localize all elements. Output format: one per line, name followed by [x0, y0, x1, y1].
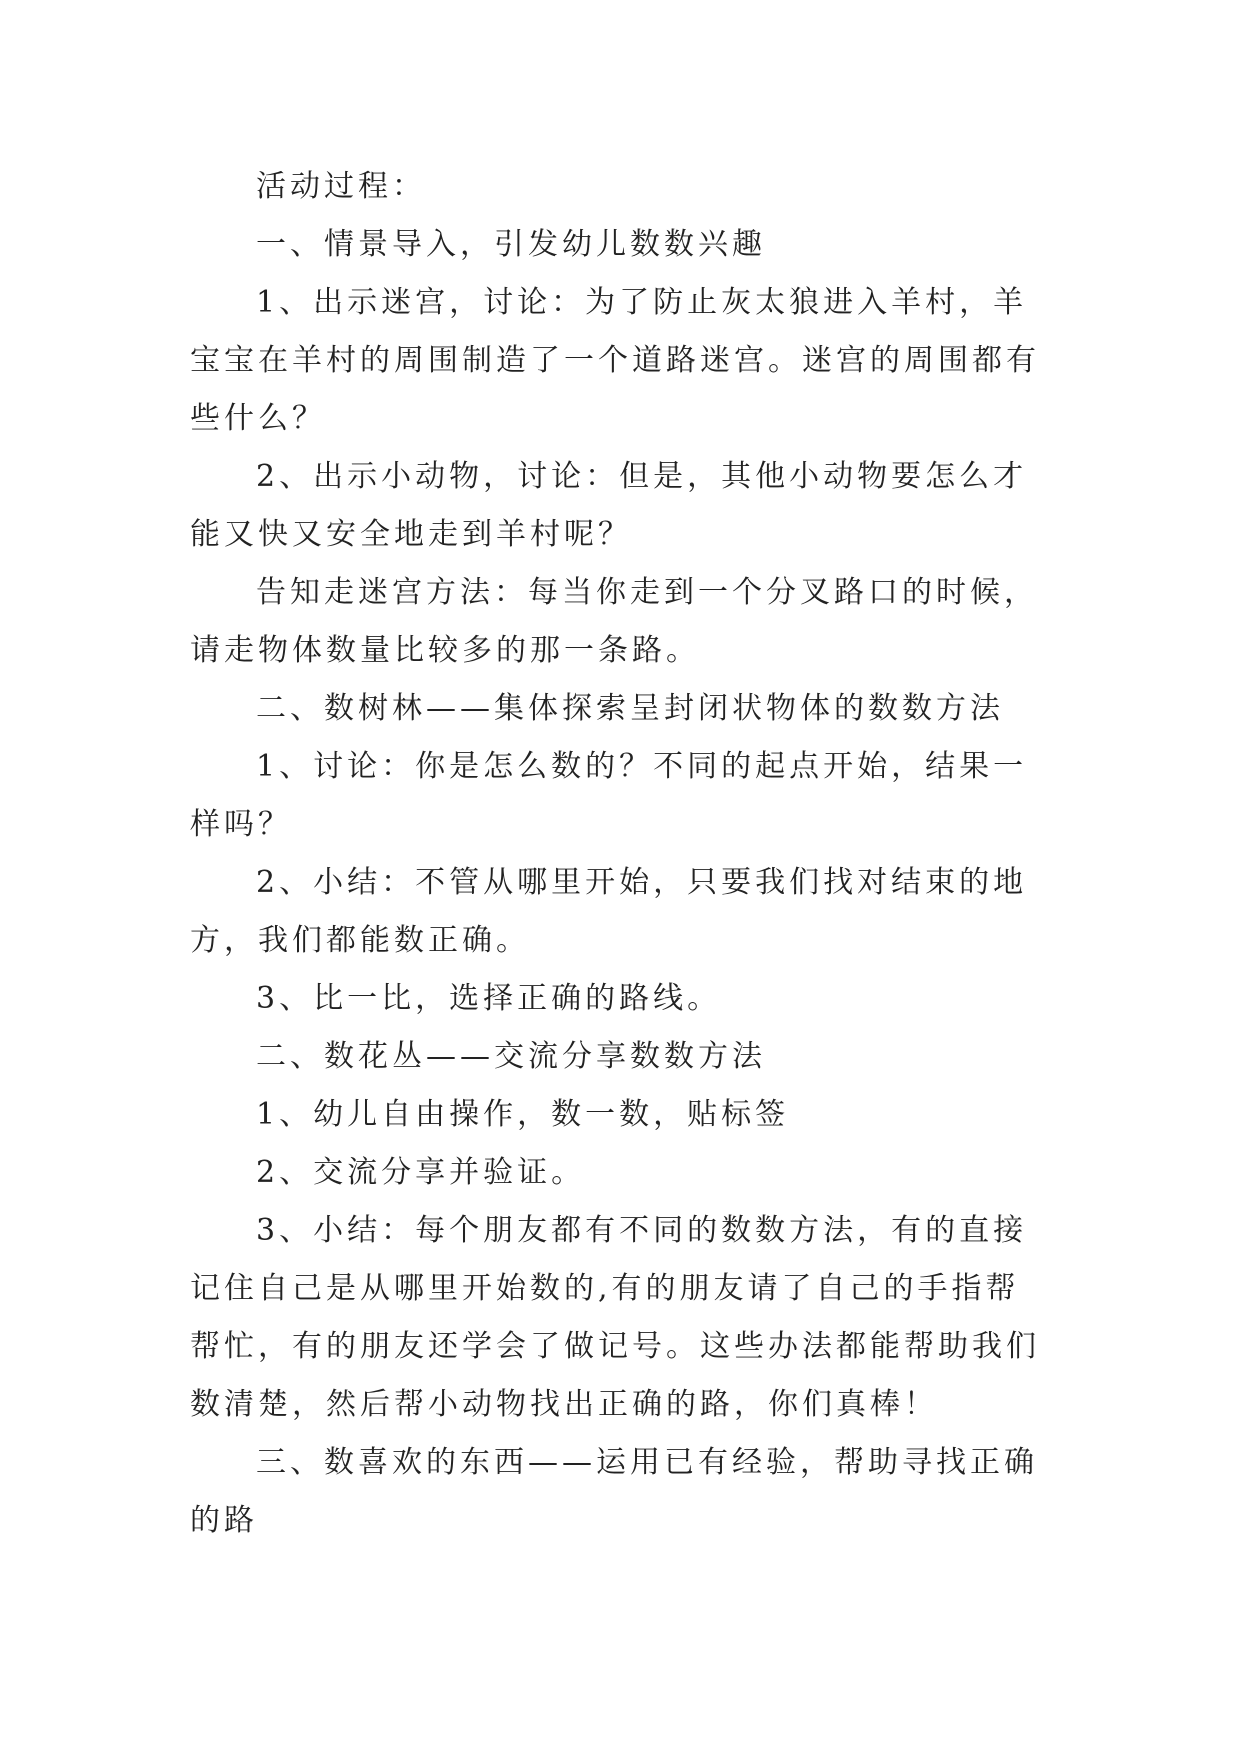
- paragraph-section-3-step-2: 2、交流分享并验证。: [256, 1155, 586, 1190]
- paragraph-section-1-step-1: 1、出示迷宫，讨论：为了防止灰太狼进入羊村，羊宝宝在羊村的周围制造了一个道路迷宫。迷宫的周围都有些什么？: [190, 285, 1040, 436]
- paragraph-section-3-heading: 二、数花丛——交流分享数数方法: [256, 1039, 766, 1074]
- paragraph-section-2-step-2: 2、小结：不管从哪里开始，只要我们找对结束的地方，我们都能数正确。: [190, 865, 1028, 958]
- paragraph-activity-process: 活动过程：: [256, 169, 426, 204]
- paragraph-section-3-step-1: 1、幼儿自由操作，数一数，贴标签: [256, 1097, 790, 1132]
- paragraph-section-1-step-2: 2、出示小动物，讨论：但是，其他小动物要怎么才能又快又安全地走到羊村呢？: [190, 459, 1028, 552]
- document-body: [190, 158, 1050, 1550]
- paragraph-section-2-step-3: 3、比一比，选择正确的路线。: [256, 981, 722, 1016]
- paragraph-section-2-heading: 二、数树林——集体探索呈封闭状物体的数数方法: [256, 691, 1004, 726]
- paragraph-section-1-heading: 一、情景导入，引发幼儿数数兴趣: [256, 227, 766, 262]
- paragraph-section-4-heading: 三、数喜欢的东西——运用已有经验，帮助寻找正确的路: [190, 1445, 1038, 1538]
- paragraph-maze-method: 告知走迷宫方法：每当你走到一个分叉路口的时候，请走物体数量比较多的那一条路。: [190, 575, 1038, 668]
- paragraph-section-3-step-3: 3、小结：每个朋友都有不同的数数方法，有的直接记住自己是从哪里开始数的,有的朋友请了自己的手指帮帮忙，有的朋友还学会了做记号。这些办法都能帮助我们数清楚，然后帮小动物找出正确的路，你们真棒！: [190, 1213, 1040, 1422]
- paragraph-section-2-step-1: 1、讨论：你是怎么数的？不同的起点开始，结果一样吗？: [190, 749, 1028, 842]
